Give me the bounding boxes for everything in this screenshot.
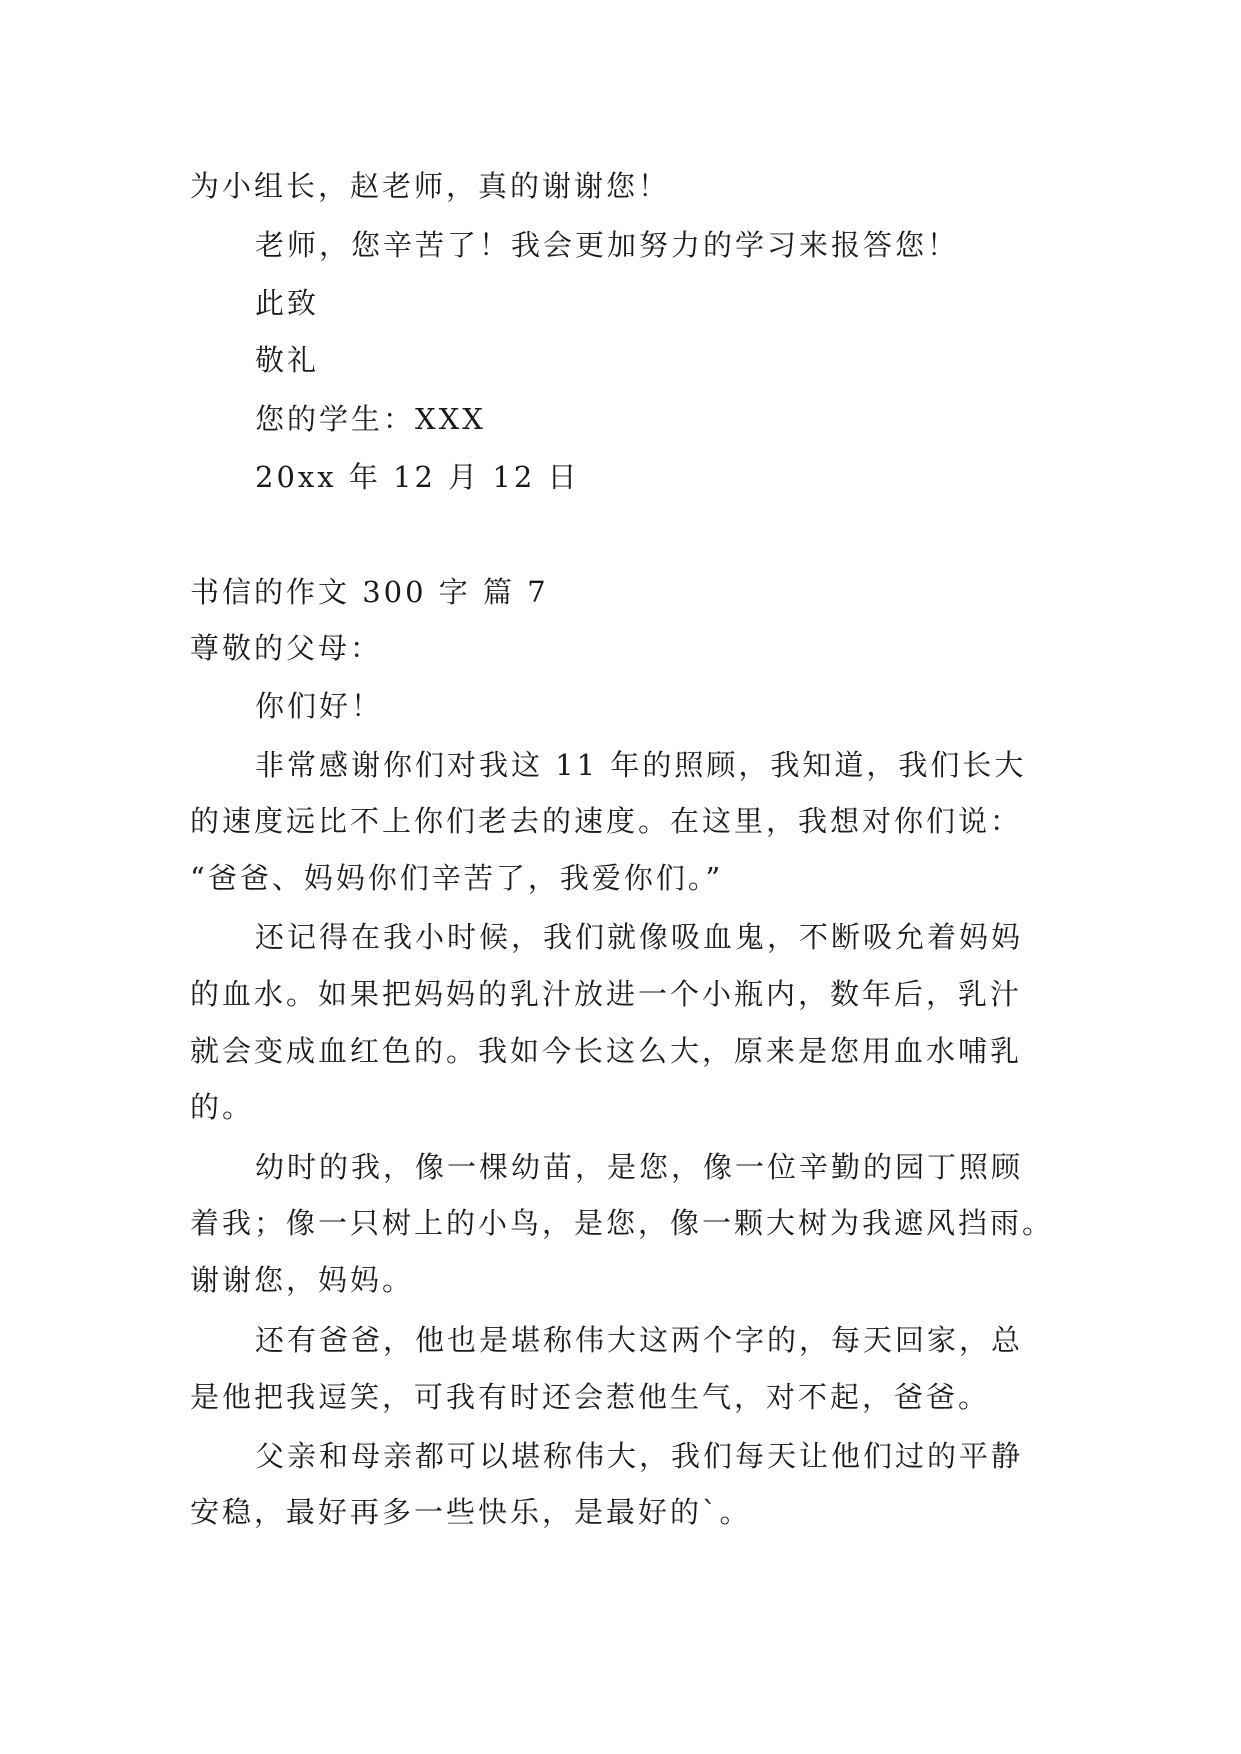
paragraph-line: 还有爸爸，他也是堪称伟大这两个字的，每天回家，总 (255, 1323, 1024, 1357)
salutation-line: 敬礼 (255, 343, 320, 377)
letter-greeting: 尊敬的父母： (190, 631, 383, 665)
paragraph-line: 的速度远比不上你们老去的速度。在这里，我想对你们说： (190, 804, 1023, 838)
paragraph-line: 父亲和母亲都可以堪称伟大，我们每天让他们过的平静 (255, 1439, 1024, 1473)
paragraph-line: 是他把我逗笑，可我有时还会惹他生气，对不起，爸爸。 (190, 1380, 991, 1414)
salutation-line: 此致 (255, 286, 320, 320)
paragraph-line: 谢谢您，妈妈。 (190, 1263, 415, 1297)
paragraph-line: 还记得在我小时候，我们就像吸血鬼，不断吸允着妈妈 (255, 920, 1024, 954)
paragraph-line: 的血水。如果把妈妈的乳汁放进一个小瓶内，数年后，乳汁 (190, 977, 1023, 1011)
section-heading: 书信的作文 300 字 篇 7 (190, 575, 549, 609)
signature-line: 您的学生：XXX (255, 402, 486, 436)
date-line: 20xx 年 12 月 12 日 (255, 460, 580, 494)
continuation-line: 为小组长，赵老师，真的谢谢您！ (190, 169, 671, 203)
paragraph-line: 着我；像一只树上的小鸟，是您，像一颗大树为我遮风挡雨。 (190, 1206, 1055, 1240)
paragraph-line: 幼时的我，像一棵幼苗，是您，像一位辛勤的园丁照顾 (255, 1150, 1024, 1184)
paragraph-line: 的。 (190, 1090, 255, 1124)
closing-paragraph: 老师，您辛苦了！我会更加努力的学习来报答您！ (255, 228, 960, 262)
hello-line: 你们好！ (255, 689, 384, 723)
paragraph-line: 就会变成血红色的。我如今长这么大，原来是您用血水哺乳 (190, 1034, 1023, 1068)
paragraph-line: “爸爸、妈妈你们辛苦了，我爱你们。” (190, 861, 724, 895)
paragraph-line: 非常感谢你们对我这 11 年的照顾，我知道，我们长大 (255, 748, 1027, 782)
paragraph-line: 安稳，最好再多一些快乐，是最好的`。 (190, 1495, 752, 1529)
